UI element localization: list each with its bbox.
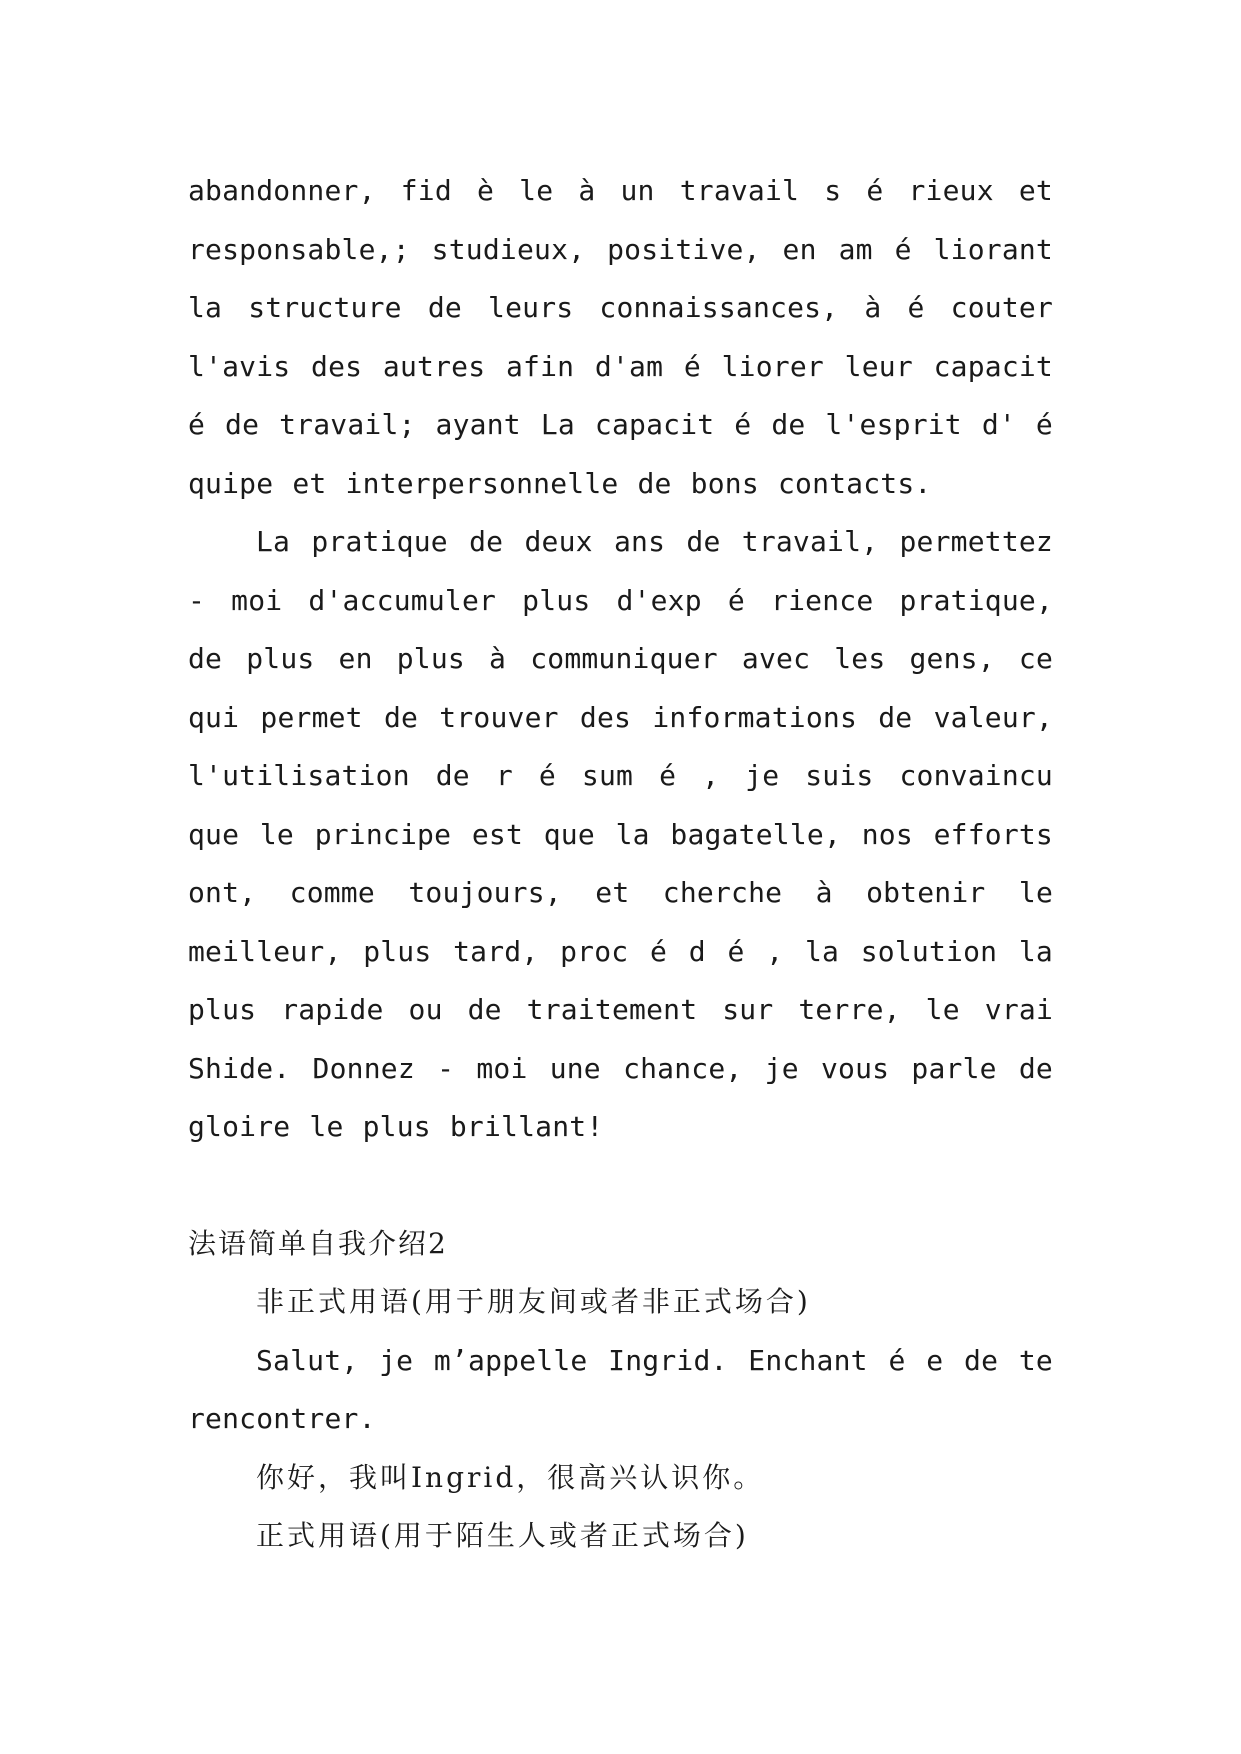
formal-usage-label: 正式用语(用于陌生人或者正式场合) bbox=[256, 1519, 749, 1552]
informal-chinese-translation: 你好，我叫Ingrid，很高兴认识你。 bbox=[256, 1460, 765, 1494]
section-title: 法语简单自我介绍2 bbox=[188, 1226, 448, 1260]
informal-french-greeting: Salut, je m’appelle Ingrid. Enchant é e de te rencontrer. bbox=[188, 1343, 1053, 1435]
paragraph-work-experience: La pratique de deux ans de travail, permettez - moi d'accumuler plus d'exp é rience pratique, de plus en plus à communiquer avec les gens, ce qui permet de trouver des informations de valeur, l'utilisation de r é sum é , je suis convaincu que le principe est que la bagatelle, nos efforts ont, comme toujours, et cherche à obtenir le meilleur, plus tard, proc é d é , la solution la plus rapide ou de traitement sur terre, le vrai Shide. Donnez - moi une chance, je vous parle de gloire le plus brillant! bbox=[188, 525, 1053, 1143]
informal-usage-label: 非正式用语(用于朋友间或者非正式场合) bbox=[256, 1285, 811, 1318]
document-body bbox=[188, 162, 1053, 1566]
paragraph-continuation: abandonner, fid è le à un travail s é rieux et responsable,; studieux, positive, en am é liorant la structure de leurs connaissances, à é couter l'avis des autres afin d'am é liorer leur capacit é de travail; ayant La capacit é de l'esprit d' é quipe et interpersonnelle de bons contacts. bbox=[188, 174, 1053, 500]
